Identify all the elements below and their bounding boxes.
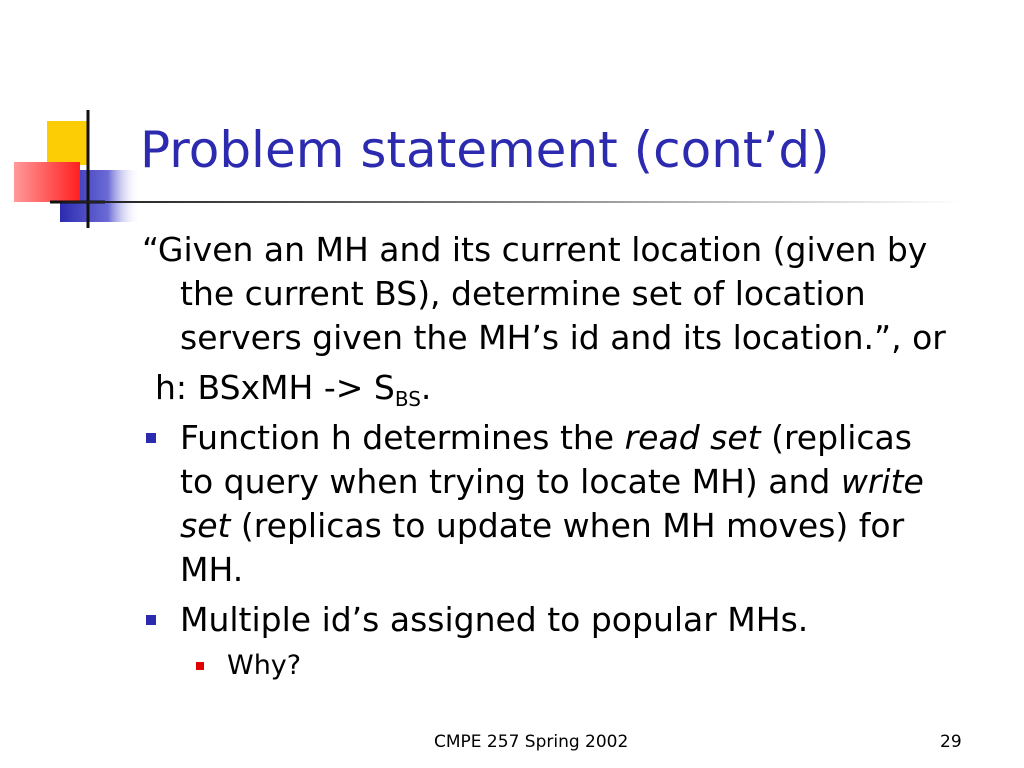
bullet-line: MH.: [180, 550, 244, 589]
quote-line: servers given the MH’s id and its location.”, or: [180, 318, 946, 357]
text-run: Function h determines the: [180, 418, 625, 457]
bullet-multiple-ids: [140, 598, 1000, 642]
formula-suffix: .: [420, 368, 432, 407]
title-divider: [62, 201, 962, 203]
problem-quote: [140, 228, 1000, 360]
formula-main: h: BSxMH -> S: [155, 368, 395, 407]
write-set-term: set: [180, 506, 231, 545]
footer-course: CMPE 257 Spring 2002: [434, 732, 629, 752]
write-set-term: write: [840, 462, 924, 501]
bullet-line: [180, 416, 1000, 460]
text-run: (replicas: [760, 418, 912, 457]
quote-line: “Given an MH and its current location (given by: [142, 230, 928, 269]
formula-subscript: BS: [394, 387, 421, 411]
sub-bullet-square-icon: [196, 662, 204, 670]
formula-line: [140, 366, 1000, 410]
bullet-text: Multiple id’s assigned to popular MHs.: [180, 600, 809, 639]
quote-line: the current BS), determine set of location: [180, 274, 866, 313]
decorative-logo-graphic: [0, 0, 150, 240]
bullet-square-icon: [146, 433, 156, 443]
bullet-square-icon: [146, 615, 156, 625]
page-number: 29: [940, 732, 962, 752]
sub-bullet-text: Why?: [227, 650, 302, 681]
text-run: to query when trying to locate MH) and: [180, 462, 841, 501]
bullet-line: [180, 460, 1000, 504]
sub-bullet-why: [140, 648, 1000, 684]
bullet-function-h: [140, 416, 1000, 592]
slide-body: [140, 228, 1000, 684]
text-run: (replicas to update when MH moves) for: [230, 506, 905, 545]
slide-title: Problem statement (cont’d): [140, 121, 830, 179]
read-set-term: read set: [624, 418, 761, 457]
bullet-line: [180, 504, 1000, 548]
